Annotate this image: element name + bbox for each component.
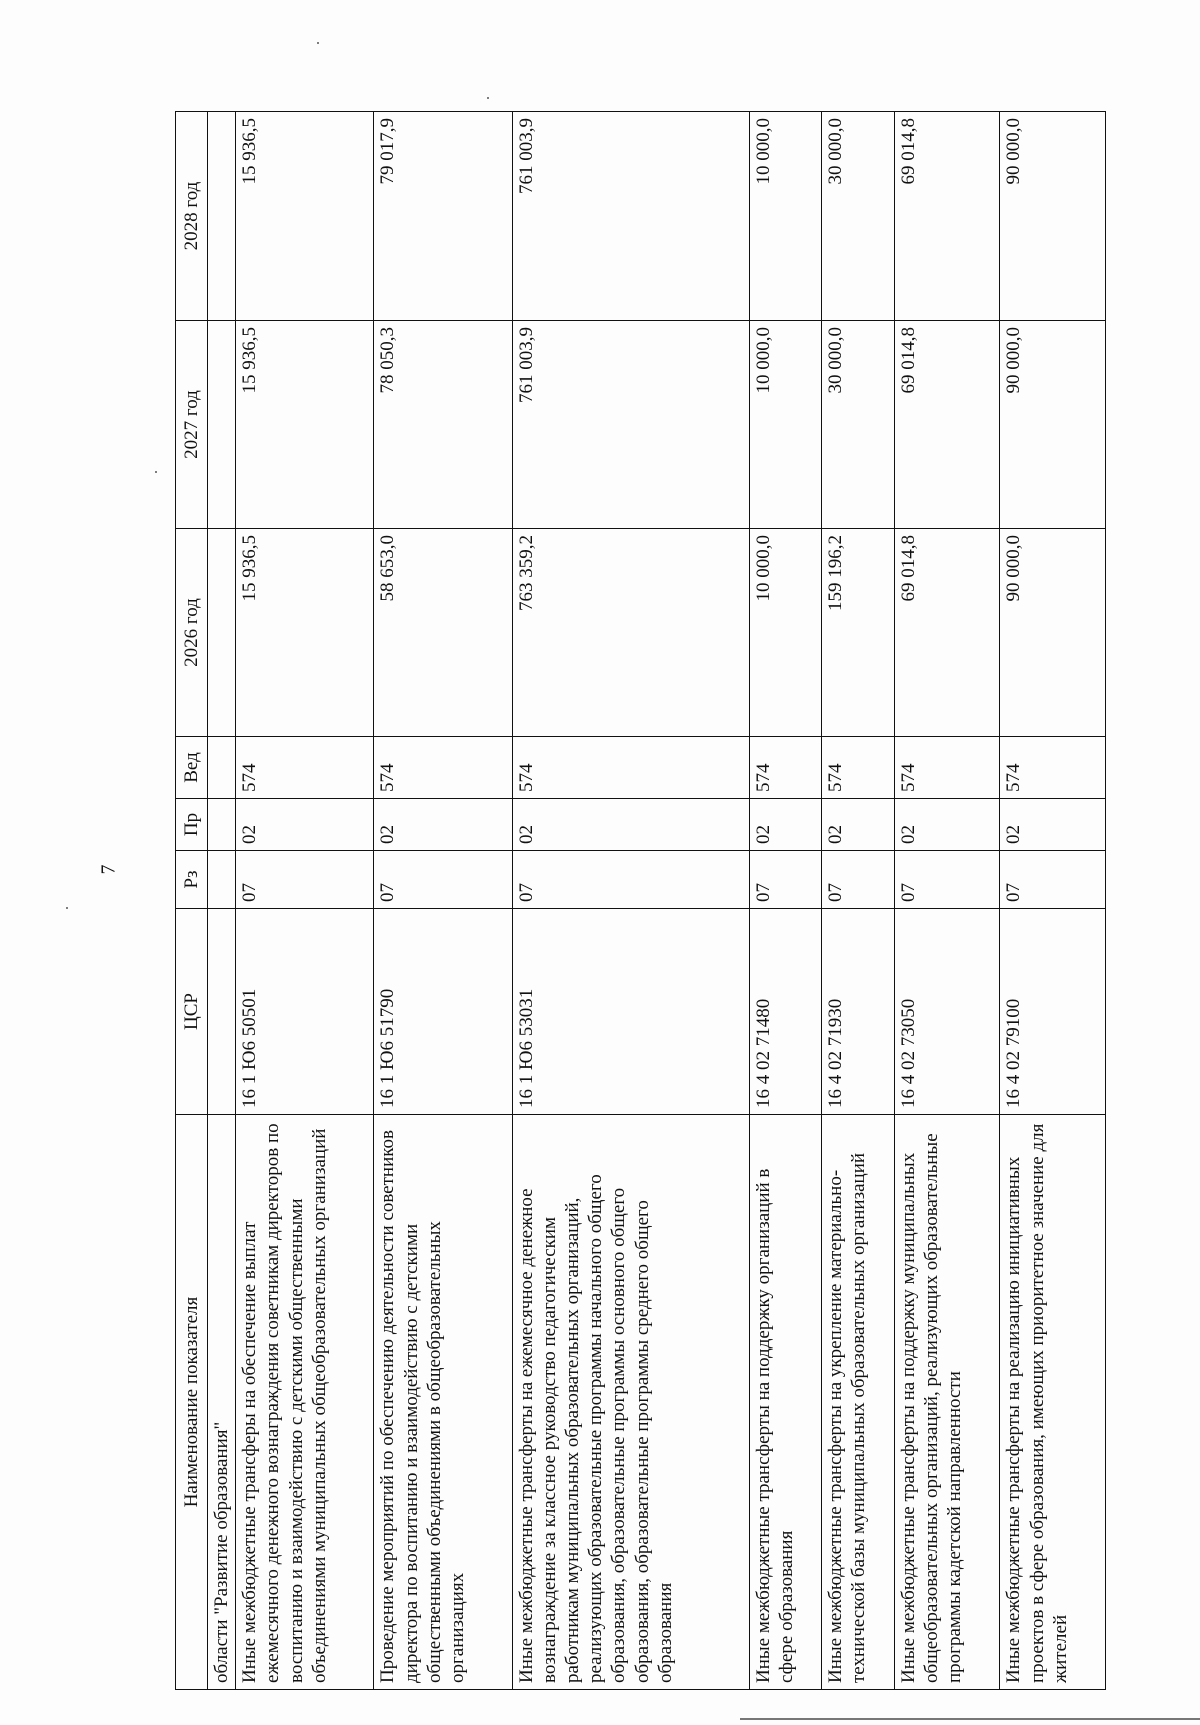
scan-edge-line bbox=[740, 1718, 1200, 1720]
empty-cell bbox=[208, 321, 236, 529]
row-pr: 02 bbox=[512, 799, 749, 851]
header-row bbox=[176, 112, 208, 1690]
row-name: Иные межбюджетные трансферты на ежемесячное денежное вознаграждение за классное руководство педагогическим работникам муниципальных образовательных организаций, реализующих образовательные программы начального общего образования, образовательные программы основного общего образования, образовательные программы среднего общего образования bbox=[512, 1115, 749, 1690]
row-csr: 16 1 Ю6 53031 bbox=[512, 909, 749, 1115]
rotated-table-wrapper bbox=[175, 112, 1106, 1690]
header-2027: 2027 год bbox=[176, 321, 208, 529]
row-2027: 15 936,5 bbox=[236, 321, 374, 529]
header-name: Наименование показателя bbox=[176, 1115, 208, 1690]
row-2027: 78 050,3 bbox=[374, 321, 512, 529]
row-name: Иные межбюджетные трансферты на укрепление материально-технической базы муниципальных образовательных организаций bbox=[822, 1115, 895, 1690]
row-2028: 69 014,8 bbox=[894, 112, 1000, 321]
table-row bbox=[894, 112, 1000, 1690]
row-2027: 30 000,0 bbox=[822, 321, 895, 529]
table-row bbox=[512, 112, 749, 1690]
empty-cell bbox=[208, 112, 236, 321]
empty-cell bbox=[208, 799, 236, 851]
row-ved: 574 bbox=[512, 737, 749, 799]
row-2026: 69 014,8 bbox=[894, 529, 1000, 737]
row-2026: 763 359,2 bbox=[512, 529, 749, 737]
row-pr: 02 bbox=[1000, 799, 1106, 851]
row-ved: 574 bbox=[822, 737, 895, 799]
row-pr: 02 bbox=[749, 799, 822, 851]
row-csr: 16 4 02 71930 bbox=[822, 909, 895, 1115]
row-2028: 761 003,9 bbox=[512, 112, 749, 321]
row-2026: 58 653,0 bbox=[374, 529, 512, 737]
scan-speck bbox=[66, 907, 68, 909]
row-2028: 90 000,0 bbox=[1000, 112, 1106, 321]
row-2027: 90 000,0 bbox=[1000, 321, 1106, 529]
row-rz: 07 bbox=[894, 851, 1000, 909]
row-csr: 16 1 Ю6 51790 bbox=[374, 909, 512, 1115]
table-row bbox=[822, 112, 895, 1690]
row-rz: 07 bbox=[374, 851, 512, 909]
row-ved: 574 bbox=[236, 737, 374, 799]
row-2028: 30 000,0 bbox=[822, 112, 895, 321]
row-2026: 10 000,0 bbox=[749, 529, 822, 737]
row-csr: 16 4 02 79100 bbox=[1000, 909, 1106, 1115]
row-rz: 07 bbox=[1000, 851, 1106, 909]
row-csr: 16 4 02 71480 bbox=[749, 909, 822, 1115]
row-csr: 16 4 02 73050 bbox=[894, 909, 1000, 1115]
subheader-cell: области "Развитие образования" bbox=[208, 1115, 236, 1690]
row-2028: 79 017,9 bbox=[374, 112, 512, 321]
header-ved: Вед bbox=[176, 737, 208, 799]
row-2028: 10 000,0 bbox=[749, 112, 822, 321]
row-2026: 90 000,0 bbox=[1000, 529, 1106, 737]
row-name: Иные межбюджетные трансферты на поддержку организаций в сфере образования bbox=[749, 1115, 822, 1690]
row-pr: 02 bbox=[236, 799, 374, 851]
row-2026: 15 936,5 bbox=[236, 529, 374, 737]
row-2027: 761 003,9 bbox=[512, 321, 749, 529]
scan-speck bbox=[155, 471, 157, 473]
empty-cell bbox=[208, 737, 236, 799]
row-ved: 574 bbox=[894, 737, 1000, 799]
table-row bbox=[236, 112, 374, 1690]
header-csr: ЦСР bbox=[176, 909, 208, 1115]
row-ved: 574 bbox=[1000, 737, 1106, 799]
subheader-row bbox=[208, 112, 236, 1690]
empty-cell bbox=[208, 529, 236, 737]
header-pr: Пр bbox=[176, 799, 208, 851]
row-rz: 07 bbox=[822, 851, 895, 909]
row-ved: 574 bbox=[374, 737, 512, 799]
row-2028: 15 936,5 bbox=[236, 112, 374, 321]
header-rz: Рз bbox=[176, 851, 208, 909]
row-2027: 10 000,0 bbox=[749, 321, 822, 529]
empty-cell bbox=[208, 909, 236, 1115]
header-2026: 2026 год bbox=[176, 529, 208, 737]
row-2027: 69 014,8 bbox=[894, 321, 1000, 529]
row-pr: 02 bbox=[374, 799, 512, 851]
row-ved: 574 bbox=[749, 737, 822, 799]
row-rz: 07 bbox=[749, 851, 822, 909]
header-2028: 2028 год bbox=[176, 112, 208, 321]
row-pr: 02 bbox=[894, 799, 1000, 851]
row-name: Проведение мероприятий по обеспечению деятельности советников директора по воспитанию и взаимодействию с детскими общественными объединениями в общеобразовательных организациях bbox=[374, 1115, 512, 1690]
table-row bbox=[374, 112, 512, 1690]
table-row bbox=[1000, 112, 1106, 1690]
page-number: 7 bbox=[97, 864, 120, 875]
row-name: Иные межбюджетные трансферты на реализацию инициативных проектов в сфере образования, имеющих приоритетное значение для жителей bbox=[1000, 1115, 1106, 1690]
table-row bbox=[749, 112, 822, 1690]
row-name: Иные межбюджетные трансферты на поддержку муниципальных общеобразовательных организаций, реализующих образовательные программы кадетской направленности bbox=[894, 1115, 1000, 1690]
row-2026: 159 196,2 bbox=[822, 529, 895, 737]
row-name: Иные межбюджетные трансферы на обеспечение выплат ежемесячного денежного вознаграждения советникам директоров по воспитанию и взаимодействию с детскими общественными объединениями муниципальных общеобразовательных организаций bbox=[236, 1115, 374, 1690]
row-csr: 16 1 Ю6 50501 bbox=[236, 909, 374, 1115]
row-rz: 07 bbox=[236, 851, 374, 909]
row-rz: 07 bbox=[512, 851, 749, 909]
budget-table bbox=[175, 111, 1106, 1690]
scan-speck bbox=[317, 42, 319, 44]
row-pr: 02 bbox=[822, 799, 895, 851]
scan-speck bbox=[487, 97, 489, 99]
empty-cell bbox=[208, 851, 236, 909]
